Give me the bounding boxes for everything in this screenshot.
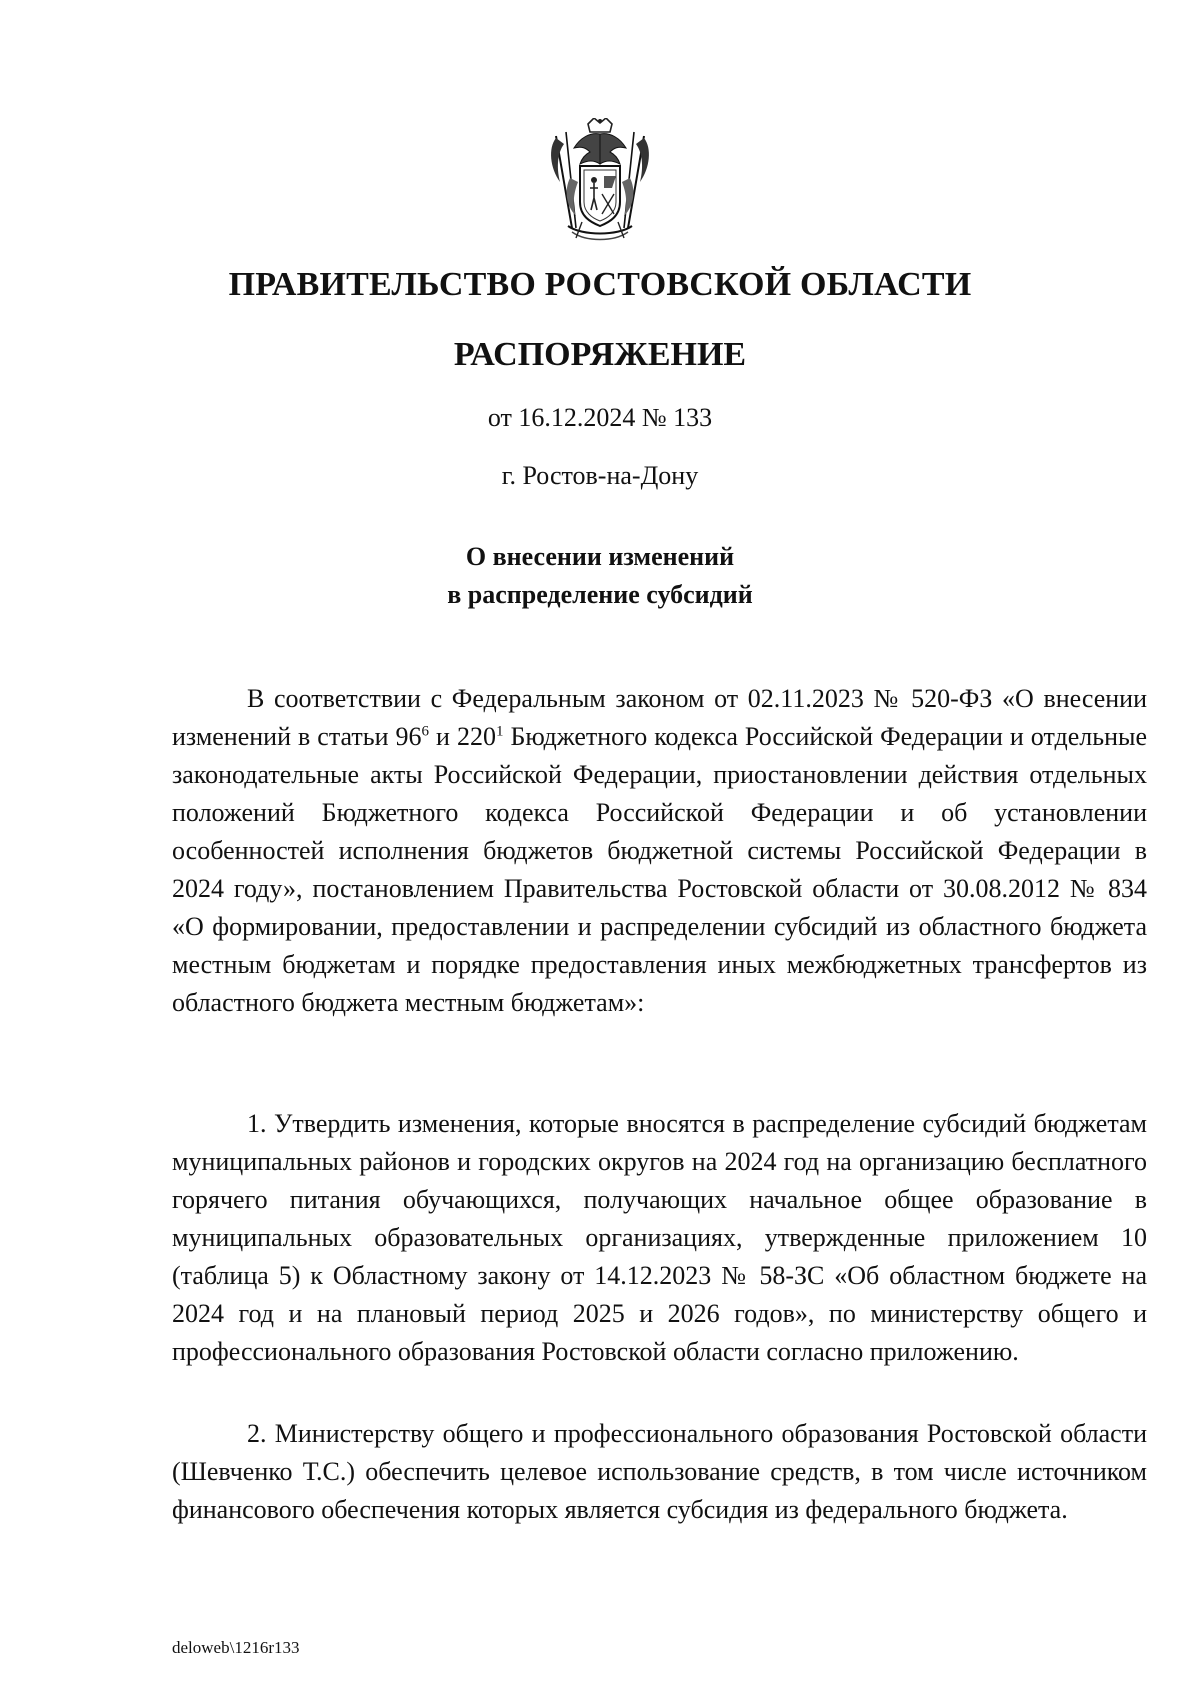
document-type: РАСПОРЯЖЕНИЕ xyxy=(453,336,747,373)
file-reference: deloweb\1216r133 xyxy=(172,1638,300,1657)
preamble-sup-2: 1 xyxy=(495,723,504,740)
preamble-sup-1: 6 xyxy=(421,723,430,740)
subject-line-2: в распределение субсидий xyxy=(447,580,753,609)
preamble-part-2: и 220 xyxy=(429,722,496,751)
preamble-part-3: Бюджетного кодекса Российской Федерации и отдельные законодательные акты Российской Федерации, приостановлении действия отдельных положений Бюджетного кодекса Российской Федерации и об установлении особенностей исполнения бюджетов бюджетной системы Российской Федерации в 2024 году», постановлением Правительства Ростовской области от 30.08.2012 № 834 «О формировании, предоставлении и распределении субсидий из областного бюджета местным бюджетам и порядке предоставления иных межбюджетных трансфертов из областного бюджета местным бюджетам»: xyxy=(172,722,1147,1017)
preamble-part-1: В соответствии с Федеральным законом от 02.11.2023 № 520-ФЗ «О внесении изменений в статьи 96 xyxy=(172,684,1147,751)
item-1-paragraph: 1. Утвердить изменения, которые вносятся в распределение субсидий бюджетам муниципальных районов и городских округов на 2024 год на организацию бесплатного горячего питания обучающихся, получающих начальное общее образование в муниципальных образовательных организациях, утвержденные приложением 10 (таблица 5) к Областному закону от 14.12.2023 № 58-ЗС «Об областном бюджете на 2024 год и на плановый период 2025 и 2026 годов», по министерству общего и профессионального образования Ростовской области согласно приложению. xyxy=(172,1109,1147,1366)
coat-of-arms-icon xyxy=(542,118,658,244)
organization-title: ПРАВИТЕЛЬСТВО РОСТОВСКОЙ ОБЛАСТИ xyxy=(228,266,972,303)
document-subject xyxy=(0,538,1200,614)
document-city: г. Ростов-на-Дону xyxy=(501,461,699,490)
item-2-paragraph: 2. Министерству общего и профессионального образования Ростовской области (Шевченко Т.С.) обеспечить целевое использование средств, в том числе источником финансового обеспечения которых является субсидия из федерального бюджета. xyxy=(172,1419,1147,1524)
document-date-number: от 16.12.2024 № 133 xyxy=(487,403,713,432)
subject-line-1: О внесении изменений xyxy=(465,542,735,571)
preamble-paragraph xyxy=(172,680,1147,1022)
